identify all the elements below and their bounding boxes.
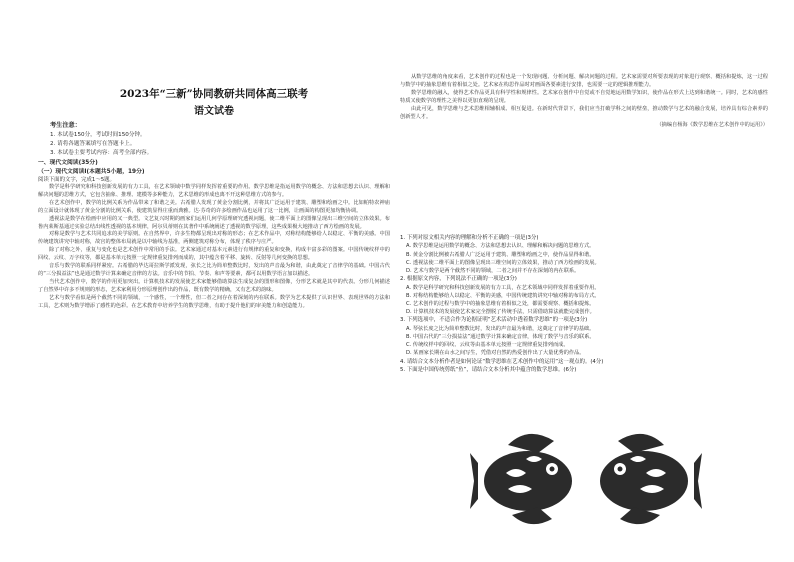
note-item: 1. 本试卷150分，考试时间150分钟。: [50, 132, 146, 138]
exam-title: 2023年“三新”协同教研共同体高三联考: [119, 88, 309, 100]
question-option: A. 数学是科学研究和科技创新发展的有力工具，在艺术领域中同样发挥着重要作用。: [406, 284, 600, 291]
question-option: A. 数学思维是运用数学的概念、方法和思想去认识、理解和解决问题的思维方式。: [406, 243, 595, 250]
question-stem: 2. 根据原文内容，下列说法不正确的一项是(3分): [400, 276, 517, 283]
question-stem: 1. 下列对原文相关内容的理解和分析不正确的一项是(3分): [400, 235, 539, 241]
question-option: D. 计算机技术的发展使艺术家完全摆脱了传统手法，只需借助算法就能完成创作。: [406, 309, 595, 316]
notes-heading: 考生注意：: [50, 122, 81, 129]
question-option: A. 琴弦长度之比为简单整数比时，发出的声音最为和谐，这奠定了音律学的基础。: [406, 325, 595, 332]
passage-paragraph: 对称是数学与艺术共同追求的美学原则。在自然界中，许多生物都呈现出对称的形态；在艺术作品中，对称结构能够给人以稳定、平衡的美感。中国传统建筑讲究中轴对称，故宫的整体布局就是以中轴线为基准，两侧建筑对称分布，体现了秩序与庄严。: [38, 231, 390, 246]
passage-left: [38, 184, 390, 311]
passage-paragraph: 艺术与数学看似是两个截然不同的领域，一个感性，一个理性，但二者之间存在着深刻的内在联系。数学为艺术提供了认识世界、表现世界的方法和工具，艺术则为数学增添了感性的色彩。在艺术教育中培养学生的数学思维，有助于提升他们的审美能力和创造能力。: [38, 294, 390, 309]
question-option: D. 某画家长期在山水之间写生，凭借对自然的热爱创作出了大量优秀的作品。: [406, 350, 585, 357]
passage-paragraph: 除了对称之外，重复与变化也是艺术创作中常用的手法。艺术家通过对基本元素进行有规律的重复和变换，构成丰富多彩的图案。中国传统纹样中的回纹、云纹、万字纹等，都是基本单元按照一定规律重复排列而成的，其中蕴含着平移、旋转、反射等几何变换的思想。: [38, 247, 390, 262]
question-5: 5. 下面是中国传统剪纸“鱼”，请结合文本分析其中蕴含的数学思维。(6分): [400, 367, 577, 374]
instruction: 阅读下面的文字，完成1～5题。: [38, 177, 115, 183]
note-item: 2. 请将各题答案填写在答题卡上。: [50, 141, 136, 147]
paper-cut-fish-image: [468, 423, 704, 535]
question-4: 4. 请结合文本分析作者是如何论证“数学思维在艺术创作中的运用”这一观点的。(4分): [400, 358, 604, 365]
fish-left-icon: [470, 434, 572, 524]
question-stem: 3. 下列选项中，不适合作为论据证明“艺术活动中透着数学思维”的一项是(3分): [400, 317, 588, 324]
fish-right-icon: [600, 434, 702, 524]
section-heading: 一、现代文阅读(35分): [38, 160, 98, 166]
note-item: 3. 本试卷主要考试内容：高考全部内容。: [50, 150, 153, 156]
question-option: B. 中国古代的“三分损益法”通过数学计算来确定音律，体现了数学与音乐的联系。: [406, 334, 595, 341]
passage-paragraph: 从数学思维的角度来看，艺术创作的过程也是一个发现问题、分析问题、解决问题的过程。艺术家需要对所要表现的对象进行观察、概括和提炼，这一过程与数学中的抽象思维有着相似之处。艺术家在构思作品时对画面各要素进行安排，也需要一定的逻辑推理能力。: [400, 74, 768, 88]
passage-paragraph: 由此可见，数学思维与艺术思维相辅相成、相互促进。在新时代背景下，我们应当打破学科之间的壁垒，推动数学与艺术的融合发展，培养具有综合素养的创新型人才。: [400, 105, 768, 120]
question-option: D. 艺术与数学是两个截然不同的领域，二者之间并不存在深刻的内在联系。: [406, 268, 580, 275]
passage-paragraph: 当代艺术创作中，数学的作用更加突出。计算机技术的发展使艺术家能够借助算法生成复杂的图形和图像，分形艺术就是其中的代表。分形几何描述了自然界中许多不规则的形态，艺术家利用分形原理创作出的作品，既有数学的精确，又有艺术的韵味。: [38, 278, 390, 293]
passage-paragraph: 在艺术创作中，数学的比例关系为作品带来了和谐之美。古希腊人发现了黄金分割比例，并将其广泛运用于建筑、雕塑和绘画之中。比如帕特农神庙的立面设计就体现了黄金分割的比例关系，使建筑显得庄重而典雅。达·芬奇的许多绘画作品也运用了这一比例，让画面的构图更加均衡协调。: [38, 199, 390, 214]
question-option: B. 对称结构能够给人以稳定、平衡的美感，中国传统建筑讲究中轴对称的布局方式。: [406, 292, 600, 299]
passage-paragraph: 音乐与数学的联系同样紧密。古希腊的毕达哥拉斯学派发现，弦长之比为简单整数比时，发出的声音最为和谐，由此奠定了音律学的基础。中国古代的“三分损益法”也是通过数学计算来确定音律的方法。音乐中的节拍、节奏、和声等要素，都可以用数学语言加以描述。: [38, 263, 390, 277]
question-option: C. 艺术创作的过程与数学中的抽象思维有着相似之处，都需要观察、概括和提炼。: [406, 301, 595, 308]
question-option: C. 传统纹样中的回纹、云纹等由基本单元按照一定规律重复排列而成。: [406, 342, 569, 349]
passage-paragraph: 数学是科学研究和科技创新发展的有力工具，在艺术领域中数学同样发挥着重要的作用。数学思维是指运用数学的概念、方法和思想去认识、理解和解决问题的思维方式，它包含抽象、推理、建模等多种能力，艺术思维的形成也离不开这种思维方式的参与。: [38, 184, 390, 198]
subject-title: 语文试卷: [194, 106, 234, 117]
question-option: C. 透视法使二维平面上的图像呈现出三维空间的立体效果，推动了西方绘画的发展。: [406, 259, 600, 266]
passage-paragraph: 数学思维的融入，使得艺术作品更具有科学性和规律性。艺术家在创作中自觉或不自觉地运用数学知识，使作品在形式上达到和谐统一。同时，艺术的感性特质又使数学的理性之美得以更加直观的呈现。: [400, 89, 768, 104]
exam-notes: [50, 120, 380, 158]
subsection-heading: （一）现代文阅读Ⅰ(本题共5小题，19分): [38, 169, 145, 175]
passage-right: [400, 74, 768, 129]
questions-block: [400, 234, 768, 374]
passage-paragraph: 透视法是数学在绘画中应用的又一典型。文艺复兴时期的画家们运用几何学原理研究透视问题，使二维平面上的图像呈现出三维空间的立体效果。布鲁内莱斯基通过实验总结出线性透视的基本规律，阿尔贝蒂则在其著作中系统阐述了透视的数学原理，这些成果极大地推动了西方绘画的发展。: [38, 215, 390, 230]
question-option: B. 黄金分割比例被古希腊人广泛运用于建筑、雕塑和绘画之中，使作品显得和谐。: [406, 251, 595, 258]
source-note: （摘编自杨海《数学思维在艺术创作中的运用》）: [656, 122, 768, 129]
